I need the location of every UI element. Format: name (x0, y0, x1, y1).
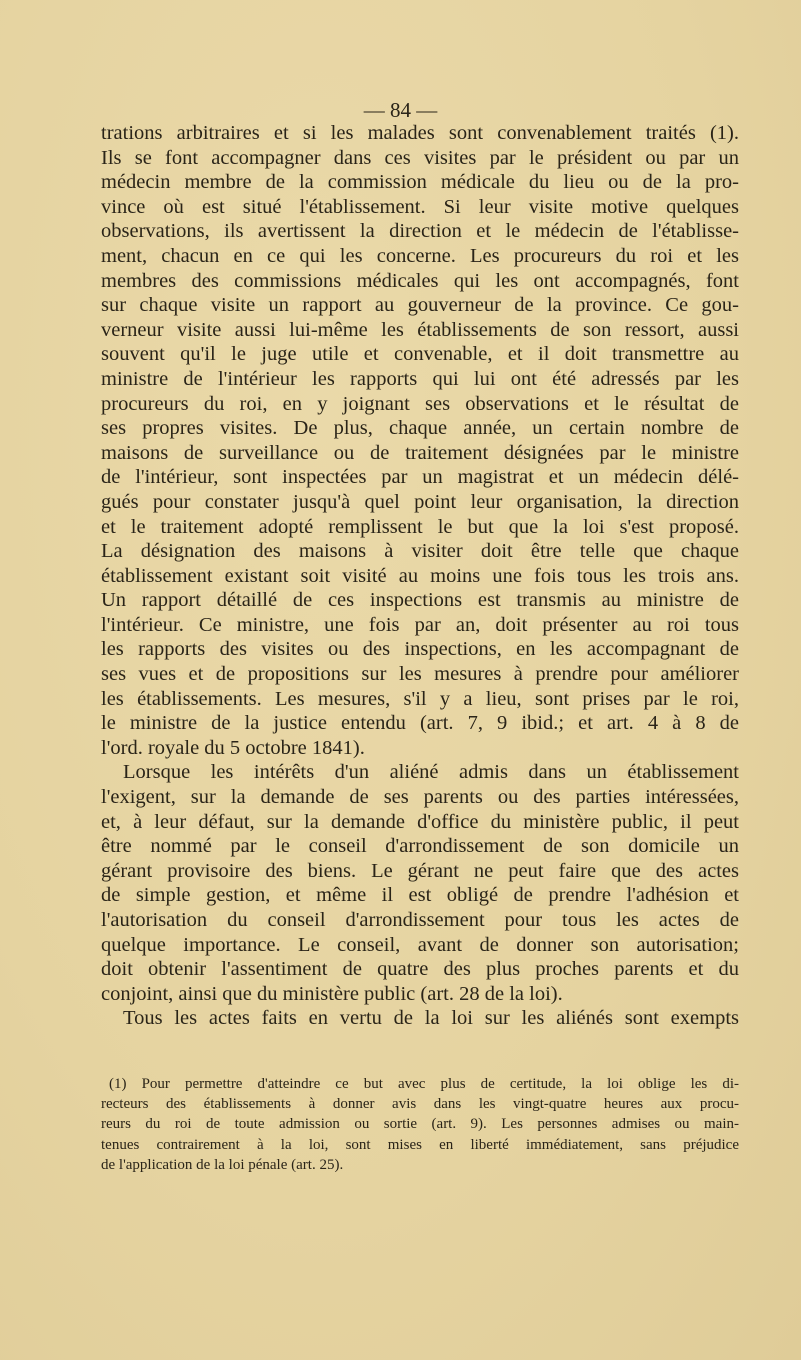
text-line: observations, ils avertissent la direction et le médecin de l'établisse- (101, 220, 739, 243)
text-line: membres des commissions médicales qui les ont accompagnés, font (101, 269, 739, 292)
text-line: de l'intérieur, sont inspectées par un magistrat et un médecin délé- (101, 466, 739, 489)
text-line: Tous les actes faits en vertu de la loi sur les aliénés sont exempts (123, 1007, 739, 1030)
text-line: quelque importance. Le conseil, avant de donner son autorisation; (101, 933, 739, 956)
text-line: les établissements. Les mesures, s'il y a lieu, sont prises par le roi, (101, 687, 739, 710)
text-line: ministre de l'intérieur les rapports qui lui ont été adressés par les (101, 367, 739, 390)
text-line: gérant provisoire des biens. Le gérant ne peut faire que des actes (101, 859, 739, 882)
text-line: de simple gestion, et même il est obligé de prendre l'adhésion et (101, 884, 739, 907)
text-line: l'autorisation du conseil d'arrondissement pour tous les actes de (101, 909, 739, 931)
text-line: maisons de surveillance ou de traitement désignées par le ministre (101, 441, 739, 464)
text-line: établissement existant soit visité au moins une fois tous les trois ans. (101, 564, 739, 587)
text-line: médecin membre de la commission médicale du lieu ou de la pro- (101, 171, 739, 194)
text-line: doit obtenir l'assentiment de quatre des plus proches parents et du (101, 958, 739, 981)
text-line: La désignation des maisons à visiter doit être telle que chaque (101, 540, 739, 563)
text-line: Un rapport détaillé de ces inspections est transmis au ministre de (101, 589, 739, 612)
text-line: Ils se font accompagner dans ces visites par le président ou par un (101, 146, 739, 169)
text-line: et le traitement adopté remplissent le but que la loi s'est proposé. (101, 515, 739, 538)
text-line: le ministre de la justice entendu (art. 7, 9 ibid.; et art. 4 à 8 de (101, 712, 739, 735)
footnote-line: reurs du roi de toute admission ou sortie (art. 9). Les personnes admises ou main- (101, 1116, 739, 1133)
text-line: l'exigent, sur la demande de ses parents ou des parties intéressées, (101, 786, 739, 809)
page-number: — 84 — (363, 98, 438, 122)
footnote-line: tenues contrairement à la loi, sont mises en liberté immédiatement, sans préjudice (101, 1136, 739, 1153)
text-line: trations arbitraires et si les malades sont convenablement traités (1). (101, 122, 739, 144)
footnote (101, 1074, 739, 1175)
text-line: conjoint, ainsi que du ministère public (art. 28 de la loi). (101, 982, 563, 1005)
text-line: Lorsque les intérêts d'un aliéné admis dans un établissement (123, 761, 739, 784)
footnote-line: (1) Pour permettre d'atteindre ce but avec plus de certitude, la loi oblige les di- (109, 1076, 739, 1092)
text-line: verneur visite aussi lui-même les établissements de son ressort, aussi (101, 318, 739, 341)
text-line: ses propres visites. De plus, chaque année, un certain nombre de (101, 417, 739, 440)
text-line: ses vues et de propositions sur les mesures à prendre pour améliorer (101, 663, 739, 686)
text-line: souvent qu'il le juge utile et convenable, et il doit transmettre au (101, 343, 739, 366)
text-line: et, à leur défaut, sur la demande d'office du ministère public, il peut (101, 810, 739, 833)
text-line: l'ord. royale du 5 octobre 1841). (101, 736, 365, 759)
footnote-line: de l'application de la loi pénale (art. 25). (101, 1156, 344, 1173)
body-text (101, 121, 739, 1031)
text-line: procureurs du roi, en y joignant ses observations et le résultat de (101, 392, 739, 415)
text-line: ment, chacun en ce qui les concerne. Les procureurs du roi et les (101, 244, 739, 267)
text-line: être nommé par le conseil d'arrondissement de son domicile un (101, 835, 739, 858)
text-line: les rapports des visites ou des inspections, en les accompagnant de (101, 638, 739, 661)
text-line: gués pour constater jusqu'à quel point leur organisation, la direction (101, 490, 739, 513)
footnote-line: recteurs des établissements à donner avis dans les vingt-quatre heures aux procu- (101, 1096, 739, 1113)
text-line: vince où est situé l'établissement. Si leur visite motive quelques (101, 195, 739, 218)
text-line: sur chaque visite un rapport au gouverneur de la province. Ce gou- (101, 294, 739, 317)
text-line: l'intérieur. Ce ministre, une fois par an, doit présenter au roi tous (101, 613, 739, 636)
